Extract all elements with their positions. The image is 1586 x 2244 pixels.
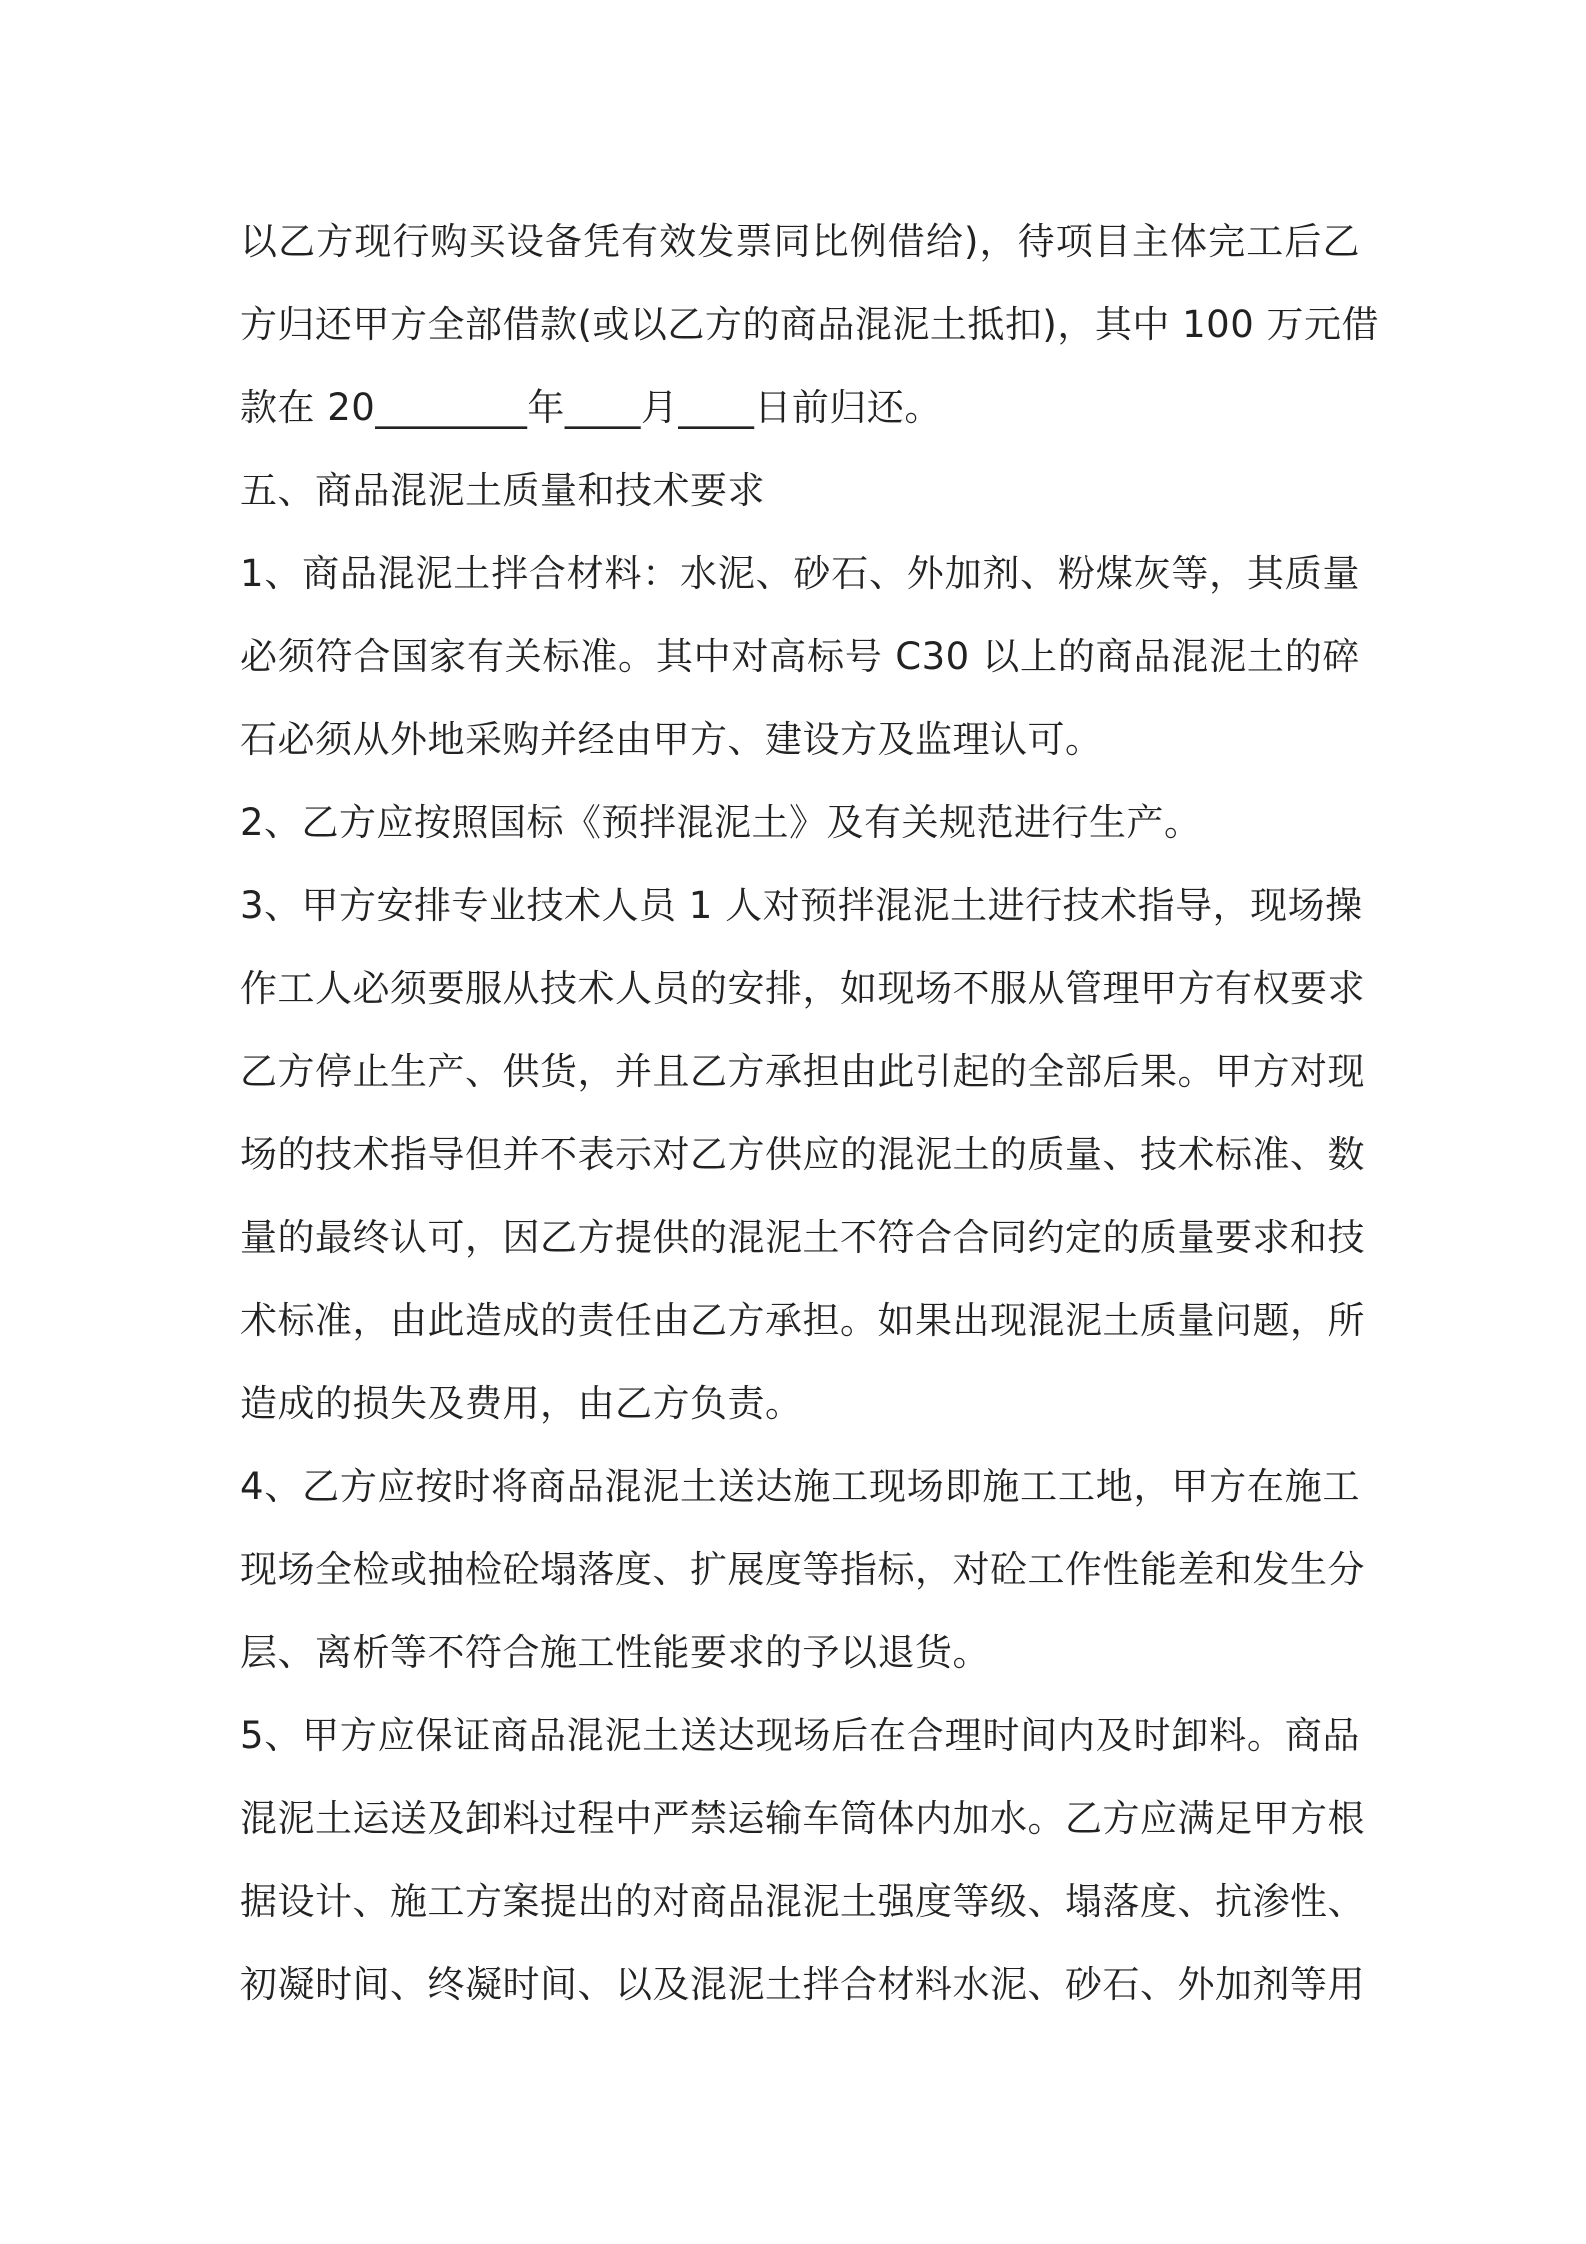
text-line-21: 据设计、施工方案提出的对商品混泥土强度等级、塌落度、抗渗性、 [240, 1880, 1365, 1923]
text-line-6: 必须符合国家有关标准。其中对高标号 C30 以上的商品混泥土的碎 [240, 635, 1360, 678]
document-body [240, 200, 1380, 2026]
text-line-16: 4、乙方应按时将商品混泥土送达施工现场即施工工地，甲方在施工 [240, 1465, 1360, 1508]
text-line-20: 混泥土运送及卸料过程中严禁运输车筒体内加水。乙方应满足甲方根 [240, 1797, 1365, 1840]
text-line-22: 初凝时间、终凝时间、以及混泥土拌合材料水泥、砂石、外加剂等用 [240, 1963, 1365, 2006]
text-line-10: 作工人必须要服从技术人员的安排，如现场不服从管理甲方有权要求 [240, 967, 1365, 1010]
text-line-12: 场的技术指导但并不表示对乙方供应的混泥土的质量、技术标准、数 [240, 1133, 1365, 1176]
text-line-9: 3、甲方安排专业技术人员 1 人对预拌混泥土进行技术指导，现场操 [240, 884, 1363, 927]
text-line-13: 量的最终认可，因乙方提供的混泥土不符合合同约定的质量要求和技 [240, 1216, 1365, 1259]
text-line-17: 现场全检或抽检砼塌落度、扩展度等指标，对砼工作性能差和发生分 [240, 1548, 1365, 1591]
text-line-19: 5、甲方应保证商品混泥土送达现场后在合理时间内及时卸料。商品 [240, 1714, 1360, 1757]
text-line-8: 2、乙方应按照国标《预拌混泥土》及有关规范进行生产。 [240, 801, 1202, 844]
text-line-1: 以乙方现行购买设备凭有效发票同比例借给)，待项目主体完工后乙 [240, 220, 1360, 263]
text-line-3: 款在 20________年____月____日前归还。 [240, 386, 942, 429]
text-line-18: 层、离析等不符合施工性能要求的予以退货。 [240, 1631, 990, 1674]
text-line-7: 石必须从外地采购并经由甲方、建设方及监理认可。 [240, 718, 1103, 761]
text-line-2: 方归还甲方全部借款(或以乙方的商品混泥土抵扣)，其中 100 万元借 [240, 303, 1380, 346]
text-line-15: 造成的损失及费用，由乙方负责。 [240, 1382, 803, 1425]
text-line-5: 1、商品混泥土拌合材料：水泥、砂石、外加剂、粉煤灰等，其质量 [240, 552, 1360, 595]
text-line-11: 乙方停止生产、供货，并且乙方承担由此引起的全部后果。甲方对现 [240, 1050, 1365, 1093]
text-line-14: 术标准，由此造成的责任由乙方承担。如果出现混泥土质量问题，所 [240, 1299, 1365, 1342]
section-heading: 五、商品混泥土质量和技术要求 [240, 469, 765, 512]
